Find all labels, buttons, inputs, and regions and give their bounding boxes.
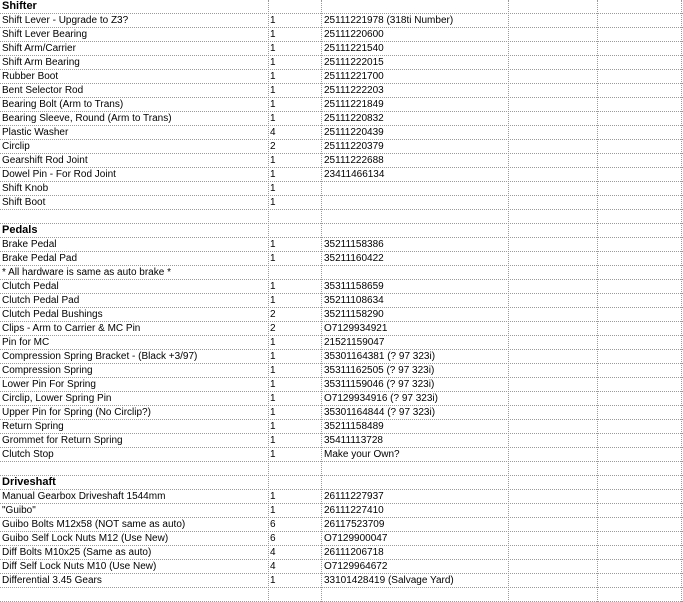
quantity-cell[interactable]: 6 — [270, 533, 276, 544]
part-name-cell[interactable]: Diff Self Lock Nuts M10 (Use New) — [2, 561, 157, 572]
quantity-cell[interactable]: 1 — [270, 351, 276, 362]
part-name-cell[interactable]: Pin for MC — [2, 337, 50, 348]
quantity-cell[interactable]: 4 — [270, 127, 276, 138]
table-row[interactable] — [0, 532, 683, 546]
part-number-cell[interactable]: 35311159046 (? 97 323i) — [324, 379, 435, 390]
part-number-cell[interactable]: 25111222015 — [324, 57, 384, 68]
section-header[interactable] — [0, 476, 683, 490]
part-name-cell[interactable]: Compression Spring — [2, 365, 93, 376]
quantity-cell[interactable]: 1 — [270, 155, 276, 166]
part-number-cell[interactable]: 35211158386 — [324, 239, 384, 250]
quantity-cell[interactable]: 1 — [270, 85, 276, 96]
part-number-cell[interactable]: O7129934921 — [324, 323, 388, 334]
part-name-cell[interactable] — [2, 210, 266, 223]
part-number-cell[interactable]: 35211160422 — [324, 253, 384, 264]
part-number-cell[interactable]: 26111227937 — [324, 491, 384, 502]
quantity-cell[interactable]: 4 — [270, 561, 276, 572]
part-name-cell[interactable]: Bent Selector Rod — [2, 85, 84, 96]
table-row[interactable] — [0, 322, 683, 336]
quantity-cell[interactable]: 1 — [270, 71, 276, 82]
part-number-cell[interactable]: O7129964672 — [324, 561, 388, 572]
quantity-cell[interactable]: 1 — [270, 15, 276, 26]
quantity-cell[interactable] — [270, 462, 318, 475]
part-number-cell[interactable]: 35211158290 — [324, 309, 384, 320]
quantity-cell[interactable]: 1 — [270, 99, 276, 110]
part-number-cell[interactable]: 35311158659 — [324, 281, 384, 292]
part-name-cell[interactable]: Clutch Pedal Pad — [2, 295, 80, 306]
part-number-cell[interactable]: 26117523709 — [324, 519, 385, 530]
table-row[interactable] — [0, 266, 683, 280]
part-name-cell[interactable]: Clutch Pedal — [2, 281, 59, 292]
part-number-cell[interactable]: 25111221978 (318ti Number) — [324, 15, 454, 26]
part-name-cell[interactable] — [2, 462, 266, 475]
table-row[interactable] — [0, 84, 683, 98]
part-name-cell[interactable]: Shift Lever Bearing — [2, 29, 88, 40]
quantity-cell[interactable]: 1 — [270, 491, 276, 502]
quantity-cell[interactable]: 6 — [270, 519, 276, 530]
table-row[interactable] — [0, 112, 683, 126]
part-number-cell[interactable]: 35311162505 (? 97 323i) — [324, 365, 435, 376]
table-row[interactable] — [0, 364, 683, 378]
part-name-cell[interactable]: Bearing Bolt (Arm to Trans) — [2, 99, 124, 110]
gridline-col-4 — [597, 0, 598, 602]
part-name-cell[interactable]: Diff Bolts M10x25 (Same as auto) — [2, 547, 152, 558]
part-number-cell[interactable]: 25111220379 — [324, 141, 384, 152]
quantity-cell[interactable]: 1 — [270, 295, 276, 306]
table-row[interactable] — [0, 546, 683, 560]
table-row[interactable] — [0, 196, 683, 210]
part-name-cell[interactable] — [2, 588, 266, 601]
table-row[interactable] — [0, 238, 683, 252]
quantity-cell[interactable]: 1 — [270, 197, 276, 208]
table-row[interactable] — [0, 210, 683, 224]
quantity-cell[interactable]: 1 — [270, 365, 276, 376]
part-number-cell[interactable] — [324, 182, 506, 195]
part-number-cell[interactable]: 21521159047 — [324, 337, 385, 348]
part-name-cell[interactable]: Guibo Bolts M12x58 (NOT same as auto) — [2, 519, 186, 530]
table-row[interactable] — [0, 70, 683, 84]
table-row[interactable] — [0, 28, 683, 42]
table-row[interactable] — [0, 56, 683, 70]
part-number-cell[interactable]: 35211108634 — [324, 295, 384, 306]
part-number-cell[interactable]: 26111206718 — [324, 547, 384, 558]
quantity-cell[interactable]: 1 — [270, 239, 276, 250]
table-row[interactable] — [0, 182, 683, 196]
part-name-cell[interactable]: Dowel Pin - For Rod Joint — [2, 169, 116, 180]
table-row[interactable] — [0, 154, 683, 168]
part-name-cell[interactable]: Plastic Washer — [2, 127, 69, 138]
quantity-cell[interactable]: 1 — [270, 169, 276, 180]
part-name-cell[interactable]: Rubber Boot — [2, 71, 59, 82]
part-name-cell[interactable]: Clips - Arm to Carrier & MC Pin — [2, 323, 141, 334]
part-name-cell[interactable]: Return Spring — [2, 421, 64, 432]
part-number-cell[interactable]: O7129900047 — [324, 533, 388, 544]
table-row[interactable] — [0, 588, 683, 602]
part-number-cell[interactable]: 35411113728 — [324, 435, 383, 446]
quantity-cell[interactable]: 1 — [270, 407, 276, 418]
quantity-cell[interactable]: 1 — [270, 449, 276, 460]
part-number-cell[interactable]: 25111220600 — [324, 29, 384, 40]
quantity-cell[interactable] — [270, 266, 318, 279]
part-number-cell[interactable]: 25111222203 — [324, 85, 384, 96]
part-number-cell[interactable]: Make your Own? — [324, 449, 400, 460]
part-name-cell[interactable]: Bearing Sleeve, Round (Arm to Trans) — [2, 113, 172, 124]
quantity-cell[interactable] — [270, 210, 318, 223]
part-number-cell[interactable] — [324, 462, 506, 475]
table-row[interactable] — [0, 392, 683, 406]
part-name-cell[interactable]: Shift Arm Bearing — [2, 57, 80, 68]
quantity-cell[interactable]: 1 — [270, 253, 276, 264]
section-title: Shifter — [2, 0, 37, 12]
table-row[interactable] — [0, 504, 683, 518]
part-number-cell[interactable]: 25111221700 — [324, 71, 384, 82]
part-name-cell[interactable]: Circlip — [2, 141, 30, 152]
part-name-cell[interactable]: Differential 3.45 Gears — [2, 575, 102, 586]
section-header[interactable] — [0, 224, 683, 238]
part-name-cell[interactable]: Shift Boot — [2, 197, 46, 208]
part-number-cell[interactable] — [324, 210, 506, 223]
part-name-cell[interactable]: Lower Pin For Spring — [2, 379, 96, 390]
part-number-cell[interactable]: 25111222688 — [324, 155, 384, 166]
table-row[interactable] — [0, 14, 683, 28]
part-number-cell[interactable]: 25111221540 — [324, 43, 384, 54]
gridline-col-3 — [508, 0, 509, 602]
part-name-cell[interactable]: "Guibo" — [2, 505, 36, 516]
part-number-cell[interactable]: 23411466134 — [324, 169, 385, 180]
part-number-cell[interactable] — [324, 196, 506, 209]
part-number-cell[interactable]: 25111220439 — [324, 127, 384, 138]
table-row[interactable] — [0, 336, 683, 350]
part-name-cell[interactable]: Shift Arm/Carrier — [2, 43, 76, 54]
part-number-cell[interactable]: 35211158489 — [324, 421, 384, 432]
quantity-cell[interactable]: 1 — [270, 337, 276, 348]
part-name-cell[interactable]: Clutch Stop — [2, 449, 54, 460]
table-row[interactable] — [0, 350, 683, 364]
quantity-cell[interactable] — [270, 588, 318, 601]
table-row[interactable] — [0, 140, 683, 154]
table-row[interactable] — [0, 490, 683, 504]
part-name-cell[interactable]: Clutch Pedal Bushings — [2, 309, 103, 320]
table-row[interactable] — [0, 42, 683, 56]
table-row[interactable] — [0, 434, 683, 448]
table-row[interactable] — [0, 378, 683, 392]
quantity-cell[interactable]: 1 — [270, 183, 276, 194]
quantity-cell[interactable]: 1 — [270, 379, 276, 390]
part-number-cell[interactable]: 25111220832 — [324, 113, 384, 124]
part-name-cell[interactable]: Shift Knob — [2, 183, 49, 194]
quantity-cell[interactable]: 1 — [270, 43, 276, 54]
table-row[interactable] — [0, 252, 683, 266]
table-row[interactable] — [0, 406, 683, 420]
part-number-cell[interactable]: 33101428419 (Salvage Yard) — [324, 575, 454, 586]
table-row[interactable] — [0, 420, 683, 434]
part-name-cell[interactable]: * All hardware is same as auto brake * — [2, 267, 171, 278]
part-number-cell[interactable]: O7129934916 (? 97 323i) — [324, 393, 438, 404]
gridline-col-1 — [268, 0, 269, 602]
part-number-cell[interactable]: 25111221849 — [324, 99, 384, 110]
part-name-cell[interactable]: Upper Pin for Spring (No Circlip?) — [2, 407, 151, 418]
part-name-cell[interactable]: Brake Pedal Pad — [2, 253, 78, 264]
quantity-cell[interactable]: 1 — [270, 281, 276, 292]
quantity-cell[interactable]: 1 — [270, 575, 276, 586]
part-name-cell[interactable]: Circlip, Lower Spring Pin — [2, 393, 112, 404]
part-name-cell[interactable]: Guibo Self Lock Nuts M12 (Use New) — [2, 533, 169, 544]
quantity-cell[interactable]: 1 — [270, 57, 276, 68]
quantity-cell[interactable]: 1 — [270, 505, 276, 516]
quantity-cell[interactable]: 2 — [270, 141, 276, 152]
table-row[interactable] — [0, 168, 683, 182]
quantity-cell[interactable]: 2 — [270, 323, 276, 334]
quantity-cell[interactable]: 4 — [270, 547, 276, 558]
gridline-col-5 — [681, 0, 682, 602]
quantity-cell[interactable]: 1 — [270, 421, 276, 432]
part-name-cell[interactable]: Compression Spring Bracket - (Black +3/97) — [2, 351, 198, 362]
table-row[interactable] — [0, 518, 683, 532]
part-name-cell[interactable]: Gearshift Rod Joint — [2, 155, 88, 166]
quantity-cell[interactable]: 1 — [270, 435, 276, 446]
quantity-cell[interactable]: 2 — [270, 309, 276, 320]
table-row[interactable] — [0, 126, 683, 140]
part-number-cell[interactable] — [324, 588, 506, 601]
gridline-col-2 — [321, 0, 322, 602]
section-title: Driveshaft — [2, 476, 56, 488]
table-row[interactable] — [0, 574, 683, 588]
part-number-cell[interactable] — [324, 266, 506, 279]
part-name-cell[interactable]: Brake Pedal — [2, 239, 57, 250]
part-name-cell[interactable]: Grommet for Return Spring — [2, 435, 123, 446]
part-name-cell[interactable]: Shift Lever - Upgrade to Z3? — [2, 15, 129, 26]
table-row[interactable] — [0, 98, 683, 112]
quantity-cell[interactable]: 1 — [270, 393, 276, 404]
part-number-cell[interactable]: 35301164381 (? 97 323i) — [324, 351, 436, 362]
section-header[interactable] — [0, 0, 683, 14]
part-name-cell[interactable]: Manual Gearbox Driveshaft 1544mm — [2, 491, 166, 502]
part-number-cell[interactable]: 26111227410 — [324, 505, 384, 516]
quantity-cell[interactable]: 1 — [270, 113, 276, 124]
table-row[interactable] — [0, 308, 683, 322]
table-row[interactable] — [0, 280, 683, 294]
table-row[interactable] — [0, 294, 683, 308]
table-row[interactable] — [0, 462, 683, 476]
table-row[interactable] — [0, 448, 683, 462]
quantity-cell[interactable]: 1 — [270, 29, 276, 40]
part-number-cell[interactable]: 35301164844 (? 97 323i) — [324, 407, 436, 418]
table-row[interactable] — [0, 560, 683, 574]
section-title: Pedals — [2, 224, 38, 236]
